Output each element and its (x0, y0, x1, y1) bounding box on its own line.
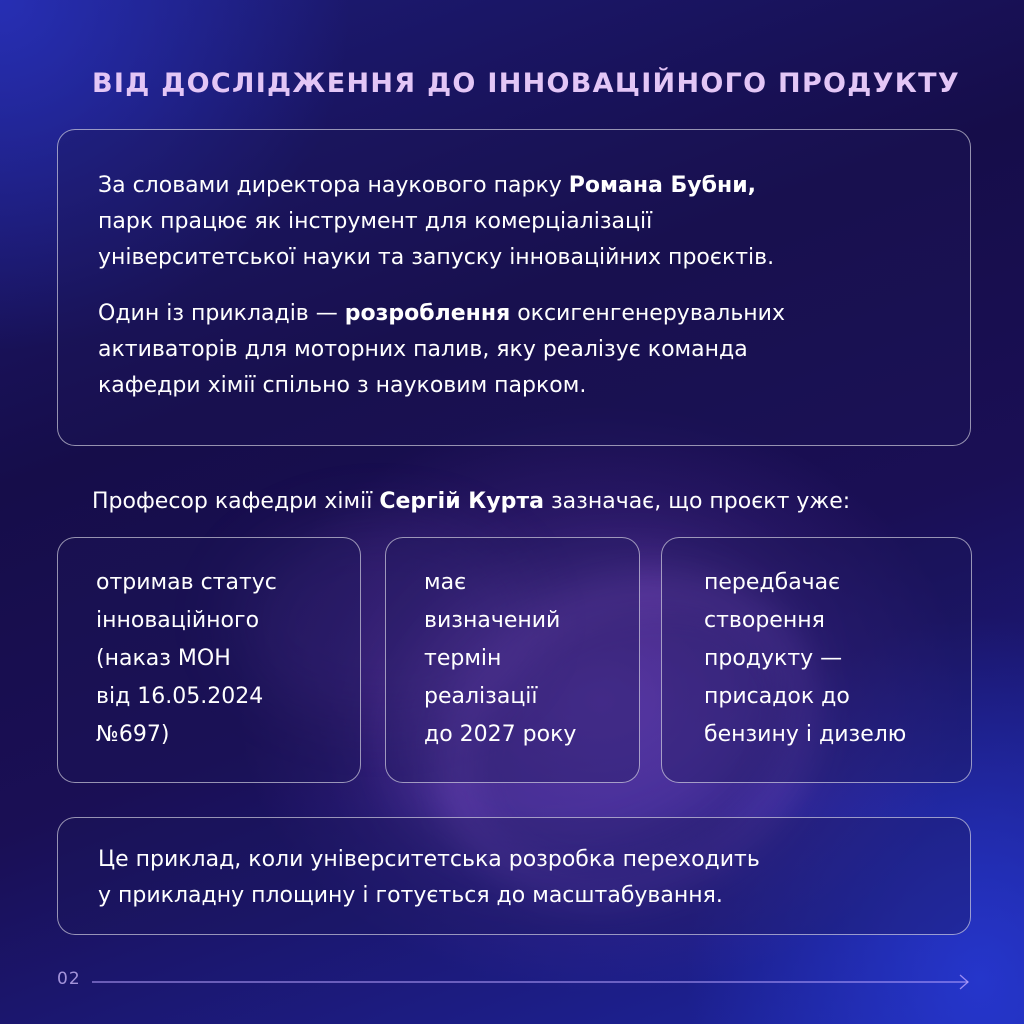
page-number: 02 (57, 969, 81, 989)
intro-card (57, 129, 971, 446)
lead-text: зазначає, що проєкт уже: (543, 489, 851, 514)
intro-text: парк працює як інструмент для комерціалізації (98, 209, 653, 234)
intro-text: Один із прикладів — (98, 301, 345, 326)
fact-text: передбачає створення продукту — присадок до бензину і дизелю (704, 570, 907, 747)
director-name: Романа Бубни, (568, 173, 756, 198)
lead-text: Професор кафедри хімії (92, 489, 380, 514)
intro-text: оксигенгенерувальних (510, 301, 785, 326)
next-arrow-icon[interactable] (92, 970, 974, 994)
conclusion-text: Це приклад, коли університетська розробка переходить у прикладну площину і готується до масштабування. (98, 847, 760, 908)
page-title: ВІД ДОСЛІДЖЕННЯ ДО ІННОВАЦІЙНОГО ПРОДУКТУ (92, 68, 960, 99)
highlight-word: розроблення (344, 301, 511, 326)
fact-card-product (661, 537, 972, 783)
intro-text: активаторів для моторних палив, яку реалізує команда (98, 337, 748, 362)
conclusion-card (57, 817, 971, 935)
intro-text: За словами директора наукового парку (98, 173, 569, 198)
professor-name: Сергій Курта (379, 489, 544, 514)
intro-text: університетської науки та запуску інноваційних проєктів. (98, 245, 775, 270)
fact-text: має визначений термін реалізації до 2027 року (424, 570, 577, 747)
intro-paragraph-1 (98, 168, 930, 276)
fact-text: отримав статус інноваційного (наказ МОН від 16.05.2024 №697) (96, 570, 277, 747)
intro-paragraph-2 (98, 296, 930, 404)
professor-lead (92, 484, 850, 520)
fact-card-term (385, 537, 640, 783)
intro-text: кафедри хімії спільно з науковим парком. (98, 373, 587, 398)
fact-card-status (57, 537, 361, 783)
